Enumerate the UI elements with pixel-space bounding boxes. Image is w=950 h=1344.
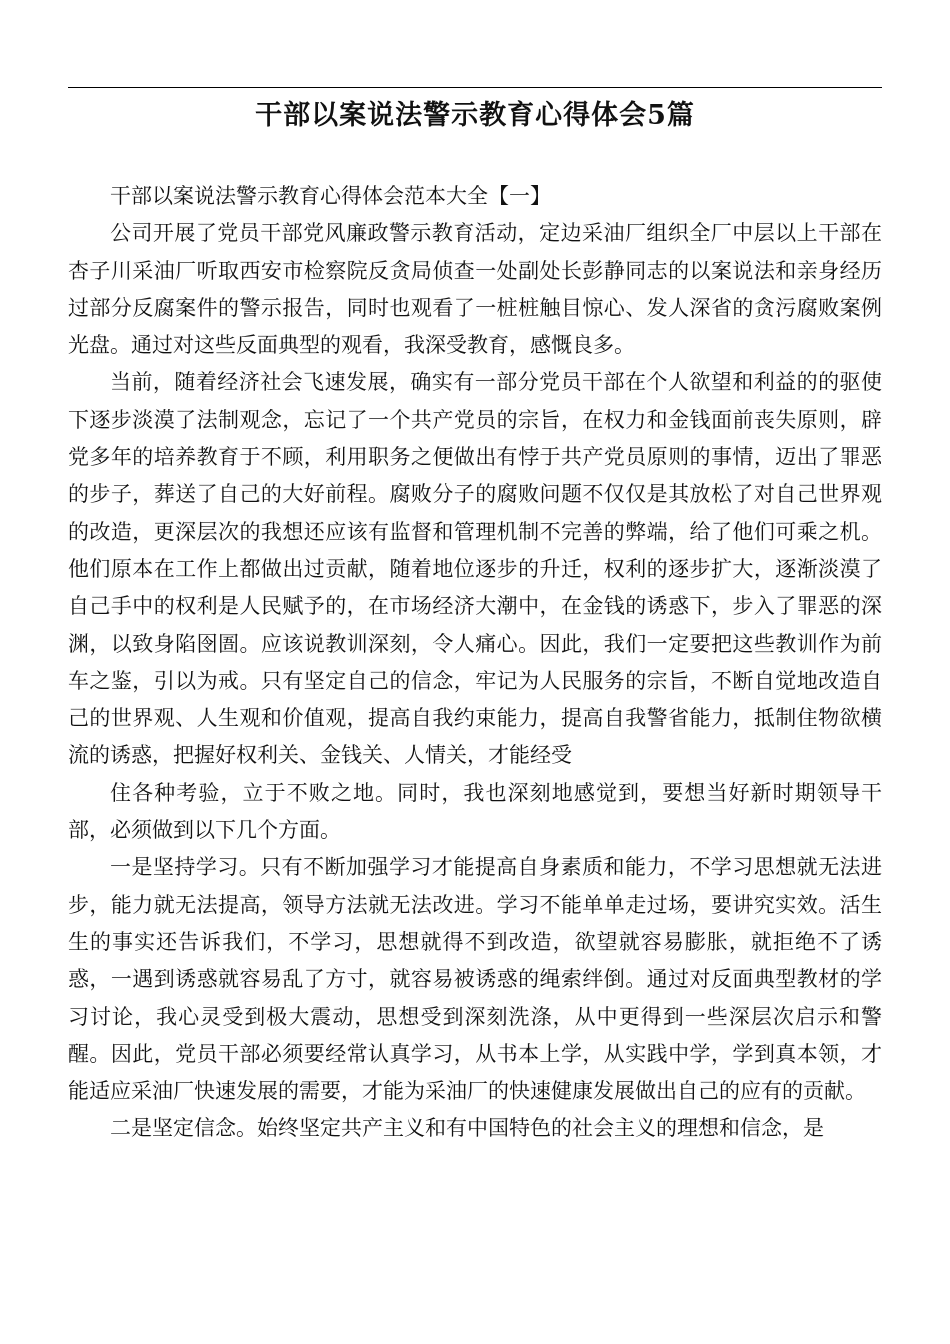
document-title: 干部以案说法警示教育心得体会5篇 xyxy=(255,100,695,131)
header-rule xyxy=(68,87,882,88)
body-paragraph: 干部以案说法警示教育心得体会范本大全【一】 xyxy=(110,184,551,208)
body-paragraph: 当前，随着经济社会飞速发展，确实有一部分党员干部在个人欲望和利益的的驱使下逐步淡漠了法制观念，忘记了一个共产党员的宗旨，在权力和金钱面前丧失原则，辟党多年的培养教育于不顾，利用职务之便做出有悖于共产党员原则的事情，迈出了罪恶的步子，葬送了自己的大好前程。腐败分子的腐败问题不仅仅是其放松了对自己世界观的改造，更深层次的我想还应该有监督和管理机制不完善的弊端，给了他们可乘之机。他们原本在工作上都做出过贡献，随着地位逐步的升迁，权利的逐步扩大，逐渐淡漠了自己手中的权利是人民赋予的，在市场经济大潮中，在金钱的诱惑下，步入了罪恶的深渊，以致身陷囹圄。应该说教训深刻，令人痛心。因此，我们一定要把这些教训作为前车之鉴，引以为戒。只有坚定自己的信念，牢记为人民服务的宗旨，不断自觉地改造自己的世界观、人生观和价值观，提高自我约束能力，提高自我警省能力，抵制住物欲横流的诱惑，把握好权利关、金钱关、人情关，才能经受 xyxy=(68,370,882,768)
body-paragraph: 住各种考验，立于不败之地。同时，我也深刻地感觉到，要想当好新时期领导干部，必须做到以下几个方面。 xyxy=(68,780,882,843)
body-paragraph: 一是坚持学习。只有不断加强学习才能提高自身素质和能力，不学习思想就无法进步，能力就无法提高，领导方法就无法改进。学习不能单单走过场，要讲究实效。活生生的事实还告诉我们，不学习，思想就得不到改造，欲望就容易膨胀，就拒绝不了诱惑，一遇到诱惑就容易乱了方寸，就容易被诱惑的绳索绊倒。通过对反面典型教材的学习讨论，我心灵受到极大震动，思想受到深刻洗涤，从中更得到一些深层次启示和警醒。因此，党员干部必须要经常认真学习，从书本上学，从实践中学，学到真本领，才能适应采油厂快速发展的需要，才能为采油厂的快速健康发展做出自己的应有的贡献。 xyxy=(68,855,882,1104)
body-paragraph: 公司开展了党员干部党风廉政警示教育活动，定边采油厂组织全厂中层以上干部在杏子川采油厂听取西安市检察院反贪局侦查一处副处长彭静同志的以案说法和亲身经历过部分反腐案件的警示报告，同时也观看了一桩桩触目惊心、发人深省的贪污腐败案例光盘。通过对这些反面典型的观看，我深受教育，感慨良多。 xyxy=(68,221,882,358)
document-body xyxy=(68,178,882,1148)
body-paragraph: 二是坚定信念。始终坚定共产主义和有中国特色的社会主义的理想和信念，是 xyxy=(110,1116,824,1141)
